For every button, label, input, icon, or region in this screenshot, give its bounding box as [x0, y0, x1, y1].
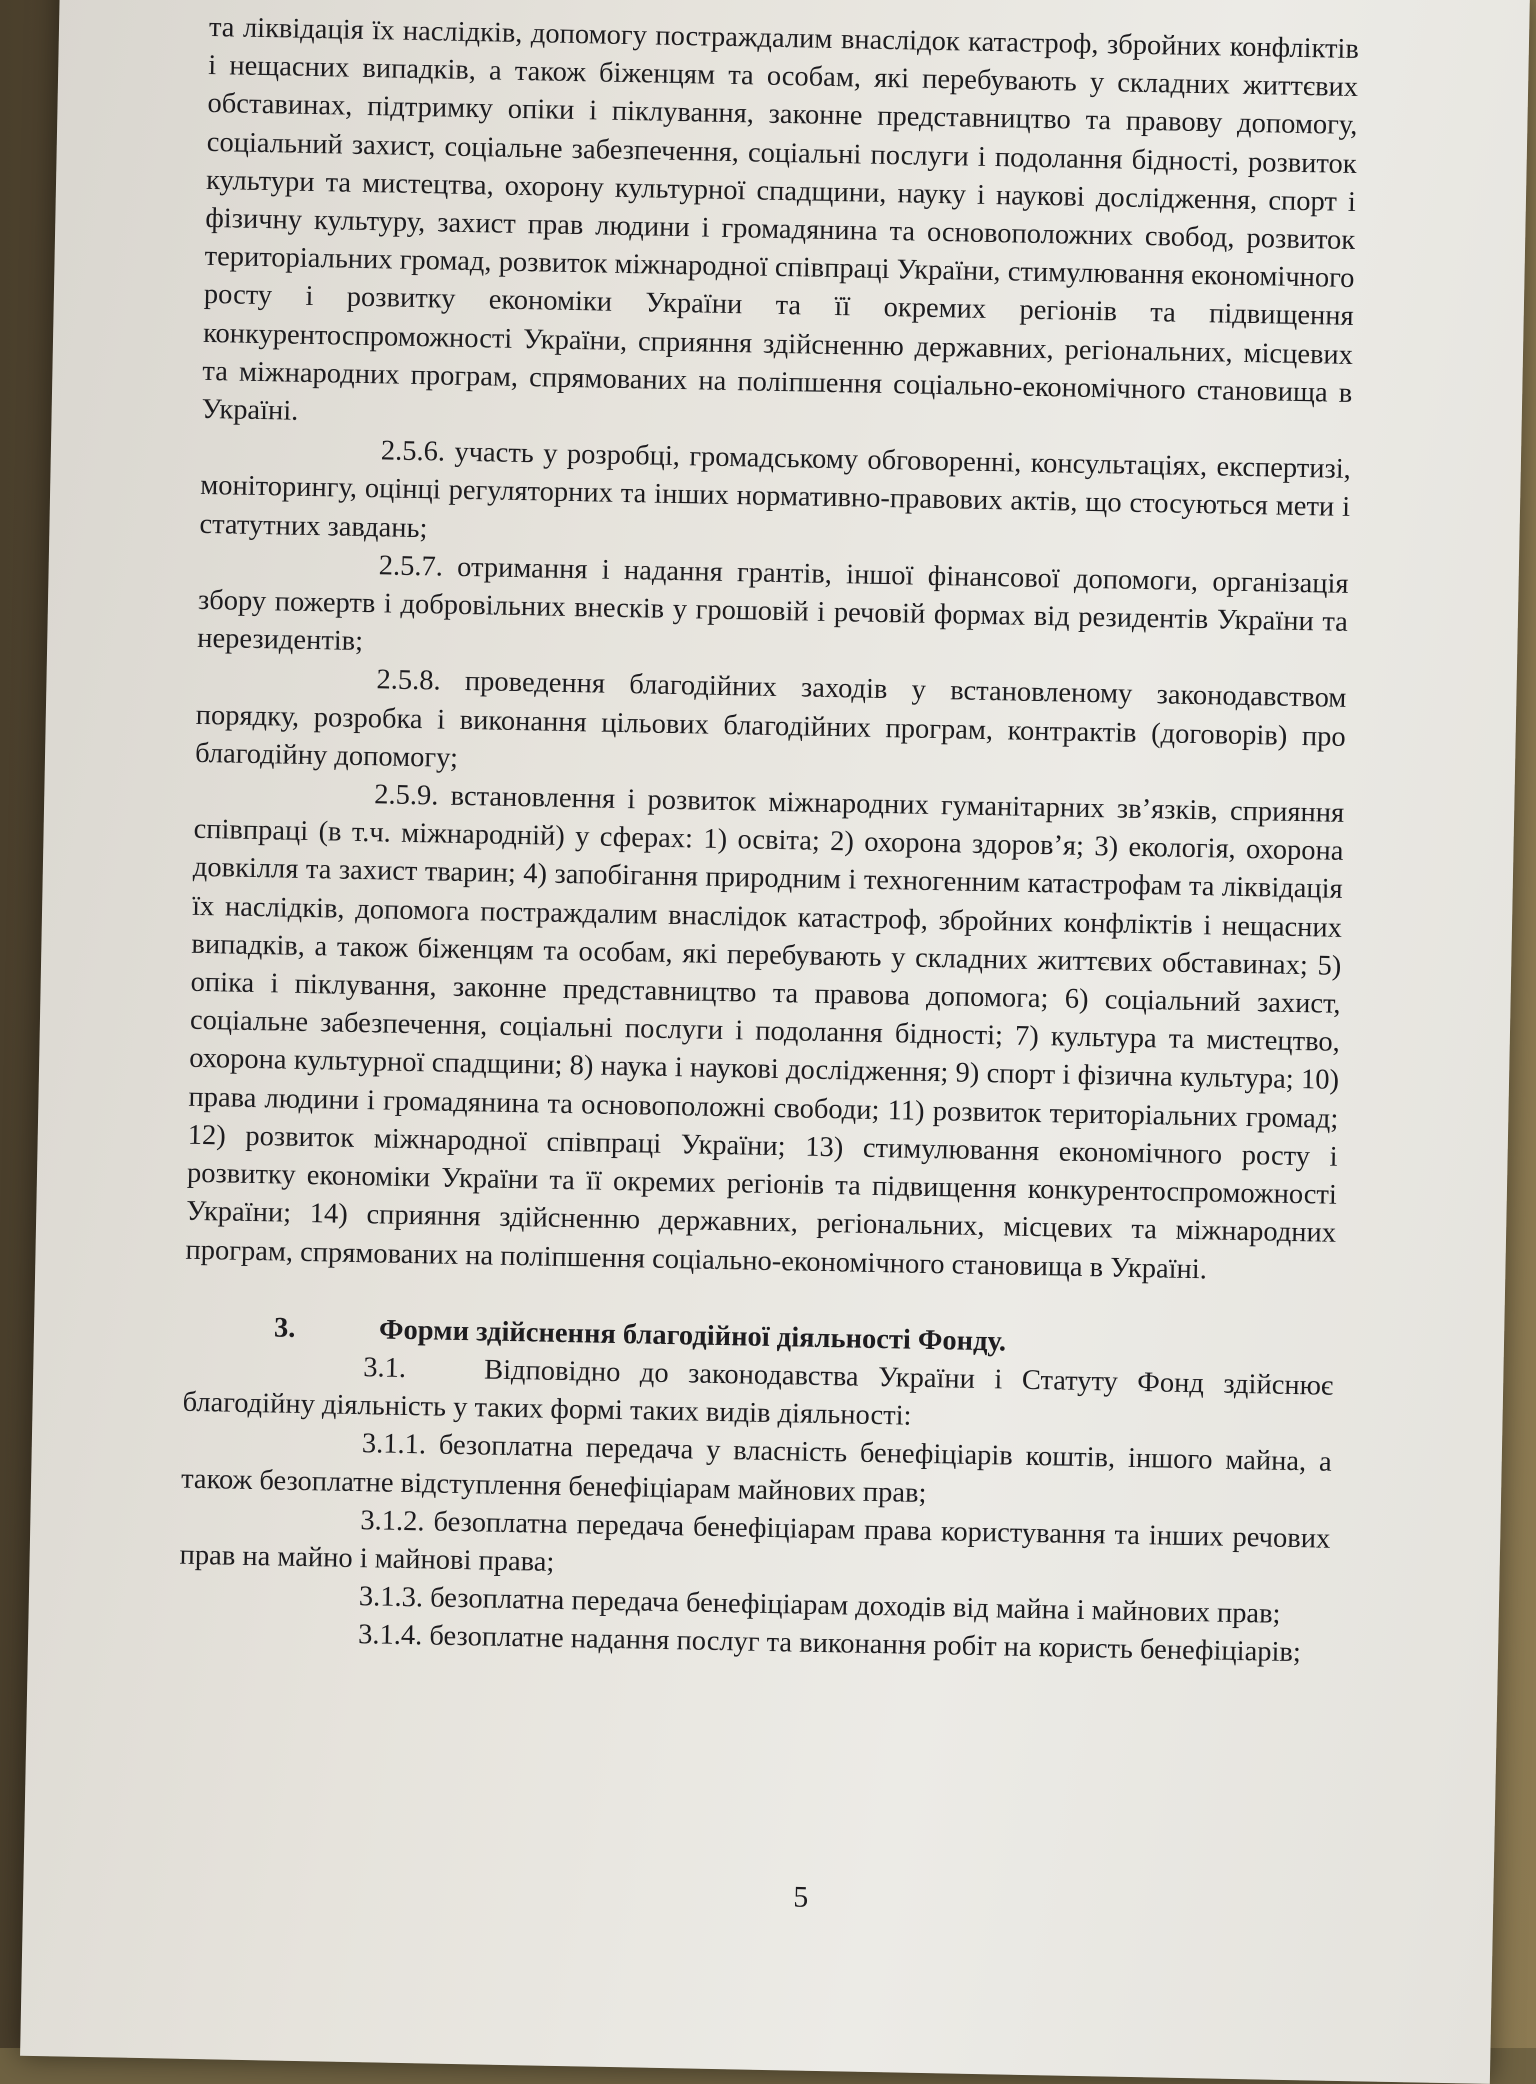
clause-text: безоплатна передача бенефіціарам доходів від майна і майнових прав; — [429, 1582, 1281, 1630]
clause-number: 2.5.7. — [378, 550, 444, 583]
clause-text: отримання і надання грантів, іншої фінансової допомоги, організація збору пожертв і добровільних внесків у грошовій і речовій формах від резидентів України та нерезидентів; — [197, 551, 1349, 658]
document-page — [20, 0, 1530, 2084]
clause-number: 3.1.3. — [358, 1581, 424, 1614]
clause-number: 3.1.1. — [361, 1428, 427, 1461]
document-body — [178, 9, 1359, 1673]
page-number: 5 — [792, 1880, 809, 1914]
clause-number: 3.1. — [363, 1352, 407, 1384]
clause-number: 2.5.6. — [380, 435, 446, 468]
clause-text: проведення благодійних заходів у встановленому законодавством порядку, розробка і виконання цільових благодійних програм, контрактів (договорів) про благодійну допомогу; — [194, 666, 1347, 774]
clause-text: безоплатна передача у власність бенефіціарів коштів, іншого майна, а також безоплатне відступлення бенефіціарам майнових прав; — [180, 1429, 1332, 1509]
clause-number: 3.1.4. — [357, 1619, 423, 1652]
section-title: Форми здійснення благодійної діяльності Фонду. — [378, 1314, 1007, 1358]
clause-text: безоплатна передача бенефіціарам права користування та інших речових прав на майно і майнові права; — [179, 1506, 1331, 1578]
clause-number: 2.5.8. — [376, 664, 441, 697]
clause-2-5-8 — [195, 658, 1347, 795]
clause-text: встановлення і розвиток міжнародних гуманітарних зв’язків, сприяння співпраці (в т.ч. міжнародній) у сферах: 1) освіта; 2) охорона здоров’я; 3) екологія, охорона довкілля та захист тварин; 4) запобігання природним і техногенним катастрофам та ліквідація їх наслідків, допомога постраждалим внаслідок катастроф, збройних конфліктів і нещасних випадків, а також біженцям та особам, які перебувають у складних життєвих обставинах; 5) опіка і піклування, законне представництво та правова допомога; 6) соціальний захист, соціальне забезпечення, соціальні послуги і подолання бідності; 7) культура та мистецтво, охорона культурної спадщини; 8) наука і наукові дослідження; 9) спорт і фізична культура; 10) права людини і громадянина та основоположні свободи; 11) розвиток територіальних громад; 12) розвиток міжнародної співпраці України; 13) стимулювання економічного росту і розвитку економіки України та її окремих регіонів та підвищення конкурентоспроможності України; 14) сприяння здійсненню державних, регіональних, місцевих та міжнародних програм, спрямованих на поліпшення соціально-економічного становища в Україні. — [185, 780, 1345, 1285]
clause-text: Відповідно до законодавства України і Статуту Фонд здійснює благодійну діяльність у таких формі таких видів діяльності: — [182, 1354, 1334, 1432]
clause-2-5-7 — [197, 544, 1349, 681]
clause-number: 3.1.2. — [360, 1504, 425, 1538]
section-number: 3. — [273, 1312, 296, 1344]
clause-2-5-6 — [199, 429, 1351, 566]
clause-2-5-9 — [185, 773, 1344, 1292]
clause-text: безоплатне надання послуг та виконання робіт на користь бенефіціарів; — [429, 1620, 1302, 1669]
clause-text: участь у розробці, громадському обговоренні, консультаціях, експертизі, моніторингу, оцінці регуляторних та інших нормативно-правових актів, що стосуються мети і статутних завдань; — [199, 436, 1352, 544]
clause-number: 2.5.9. — [374, 779, 439, 812]
continuation-paragraph: та ліквідація їх наслідків, допомогу постраждалим внаслідок катастроф, збройних конфліктів і нещасних випадків, а також біженцям та особам, які перебувають у складних життєвих обставинах, підтримку опіки і піклування, законне представництво та правову допомогу, соціальний захист, соціальне забезпечення, соціальні послуги і подолання бідності, розвиток культури та мистецтва, охорону культурної спадщини, науку і наукові дослідження, спорт і фізичну культуру, захист прав людини і громадянина та основоположних свобод, розвиток територіальних громад, розвиток міжнародної співпраці України, стимулювання економічного росту і розвитку економіки України та її окремих регіонів та підвищення конкурентоспроможності України, сприяння здійсненню державних, регіональних, місцевих та міжнародних програм, спрямованих на поліпшення соціально-економічного становища в Україні. — [201, 11, 1360, 427]
